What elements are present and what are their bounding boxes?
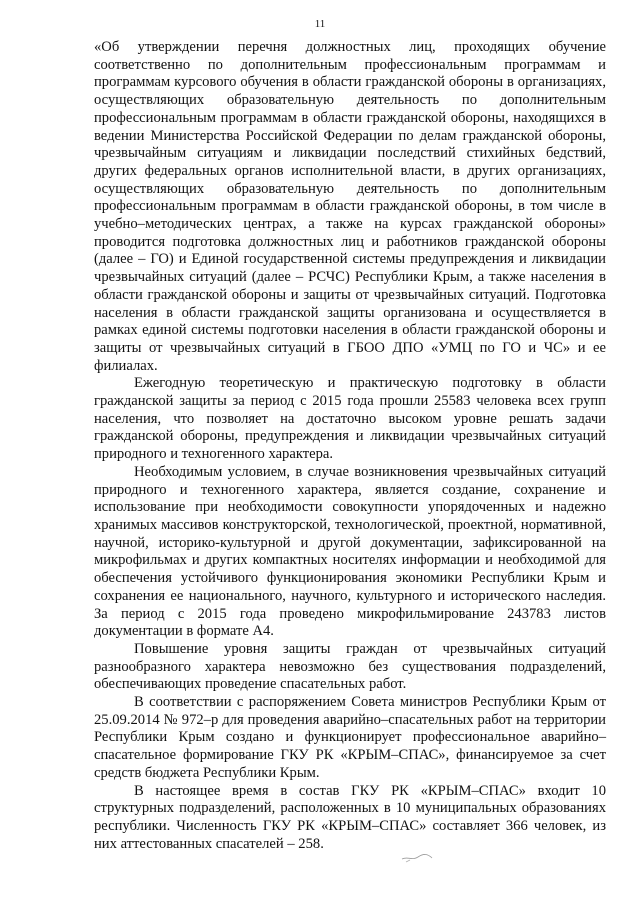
paragraph-krym-spas-creation: В соответствии с распоряжением Совета министров Республики Крым от 25.09.2014 № 972–р для проведения аварийно–спасательных работ на территории Республики Крым создано и функционирует профессиональное аварийно–спасательное формирование ГКУ РК «КРЫМ–СПАС», финансируемое за счет средств бюджета Республики Крым. (94, 694, 606, 781)
paragraph-training-statistics: Ежегодную теоретическую и практическую подготовку в области гражданской защиты за период с 2015 года прошли 25583 человека всех групп населения, что позволяет на достаточно высоком уровне решать задачи гражданской обороны, предупреждения и ликвидации чрезвычайных ситуаций природного и техногенного характера. (94, 375, 606, 463)
paragraph-krym-spas-structure: В настоящее время в состав ГКУ РК «КРЫМ–СПАС» входит 10 структурных подразделений, расположенных в 10 муниципальных образованиях республики. Численность ГКУ РК «КРЫМ–СПАС» составляет 366 человек, из них аттестованных спасателей – 258. (94, 782, 606, 852)
paragraph-decree-reference: «Об утверждении перечня должностных лиц, проходящих обучение соответственно по дополнительным профессиональным программам и программам курсового обучения в области гражданской обороны в организациях, осуществляющих образовательную деятельность по дополнительным профессиональным программам в области гражданской обороны, находящихся в ведении Министерства Российской Федерации по делам гражданской обороны, чрезвычайным ситуациям и ликвидации последствий стихийных бедствий, других федеральных органов исполнительной власти, в других организациях, осуществляющих образовательную деятельность по дополнительным профессиональным программам в области гражданской обороны, в том числе в учебно–методических центрах, а также на курсах гражданской обороны» проводится подготовка должностных лиц и работников гражданской обороны (далее – ГО) и Единой государственной системы предупреждения и ликвидации чрезвычайных ситуаций (далее – РСЧС) Республики Крым, а также населения в области гражданской обороны и защиты от чрезвычайных ситуаций. Подготовка населения в области гражданской защиты организована и осуществляется в рамках единой системы подготовки населения в области гражданской обороны и защиты от чрезвычайных ситуаций в ГБОО ДПО «УМЦ по ГО и ЧС» и ее филиалах. (94, 39, 606, 374)
paragraph-documentation-fund: Необходимым условием, в случае возникновения чрезвычайных ситуаций природного и техногенного характера, является создание, сохранение и использование при необходимости совокупности упорядоченных и надежно хранимых массивов конструкторской, технологической, проектной, нормативной, научной, историко-культурной и другой документации, зафиксированной на микрофильмах и других компактных носителях информации и необходимой для обеспечения устойчивого функционирования экономики Республики Крым и сохранения ее национального, научного, культурного и исторического наследия. За период с 2015 года проведено микрофильмирование 243783 листов документации в формате А4. (94, 463, 606, 640)
page-number: 11 (314, 18, 326, 30)
paragraph-rescue-units: Повышение уровня защиты граждан от чрезвычайных ситуаций разнообразного характера невозможно без существования подразделений, обеспечивающих проведение спасательных работ. (94, 640, 606, 693)
body-text (94, 39, 606, 853)
pen-mark (400, 848, 434, 864)
